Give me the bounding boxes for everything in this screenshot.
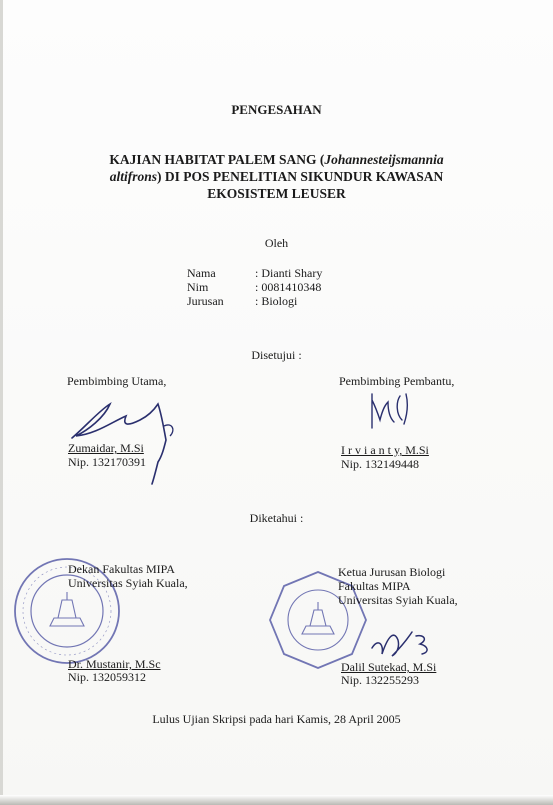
identity-value-nama: : Dianti Shary xyxy=(255,266,323,280)
pembimbing-pembantu-name: I r v i a n t y, M.Si xyxy=(341,443,429,457)
dekan-title-line1: Dekan Fakultas MIPA xyxy=(68,562,175,576)
ketua-name: Dalil Sutekad, M.Si xyxy=(341,660,437,674)
page-edge-left xyxy=(0,0,3,805)
dekan-title-line2: Universitas Syiah Kuala, xyxy=(68,576,188,590)
identity-label-nama: Nama xyxy=(187,266,216,280)
identity-value-nim: : 0081410348 xyxy=(255,280,322,294)
diketahui-label: Diketahui : xyxy=(249,511,304,525)
ketua-title-line3: Universitas Syiah Kuala, xyxy=(338,593,458,607)
signature-pembimbing-pembantu xyxy=(366,390,414,438)
pembimbing-pembantu-role: Pembimbing Pembantu, xyxy=(339,374,455,388)
pembimbing-utama-role: Pembimbing Utama, xyxy=(67,374,167,388)
dekan-nip: Nip. 132059312 xyxy=(68,670,146,684)
dekan-name: Dr. Mustanir, M.Sc xyxy=(68,657,161,671)
footer-note: Lulus Ujian Skripsi pada hari Kamis, 28 April 2005 xyxy=(152,712,401,726)
signature-ketua-jurusan xyxy=(368,618,438,663)
identity-label-nim: Nim xyxy=(187,280,209,294)
ketua-title-line1: Ketua Jurusan Biologi xyxy=(338,565,446,579)
pembimbing-pembantu-nip: Nip. 132149448 xyxy=(341,457,419,471)
identity-label-jurusan: Jurusan xyxy=(187,294,224,308)
page-heading: PENGESAHAN xyxy=(231,102,322,117)
ketua-title-line2: Fakultas MIPA xyxy=(338,579,411,593)
identity-value-jurusan: : Biologi xyxy=(255,294,298,308)
pembimbing-utama-name: Zumaidar, M.Si xyxy=(68,441,144,455)
page-edge-bottom xyxy=(0,795,553,805)
oleh-label: Oleh xyxy=(264,236,289,250)
ketua-nip: Nip. 132255293 xyxy=(341,673,419,687)
thesis-title: KAJIAN HABITAT PALEM SANG (Johannesteijsmannia altifrons) DI POS PENELITIAN SIKUNDUR KAWASAN EKOSISTEM LEUSER xyxy=(109,152,444,201)
pembimbing-utama-nip: Nip. 132170391 xyxy=(68,455,146,469)
disetujui-label: Disetujui : xyxy=(251,348,302,362)
